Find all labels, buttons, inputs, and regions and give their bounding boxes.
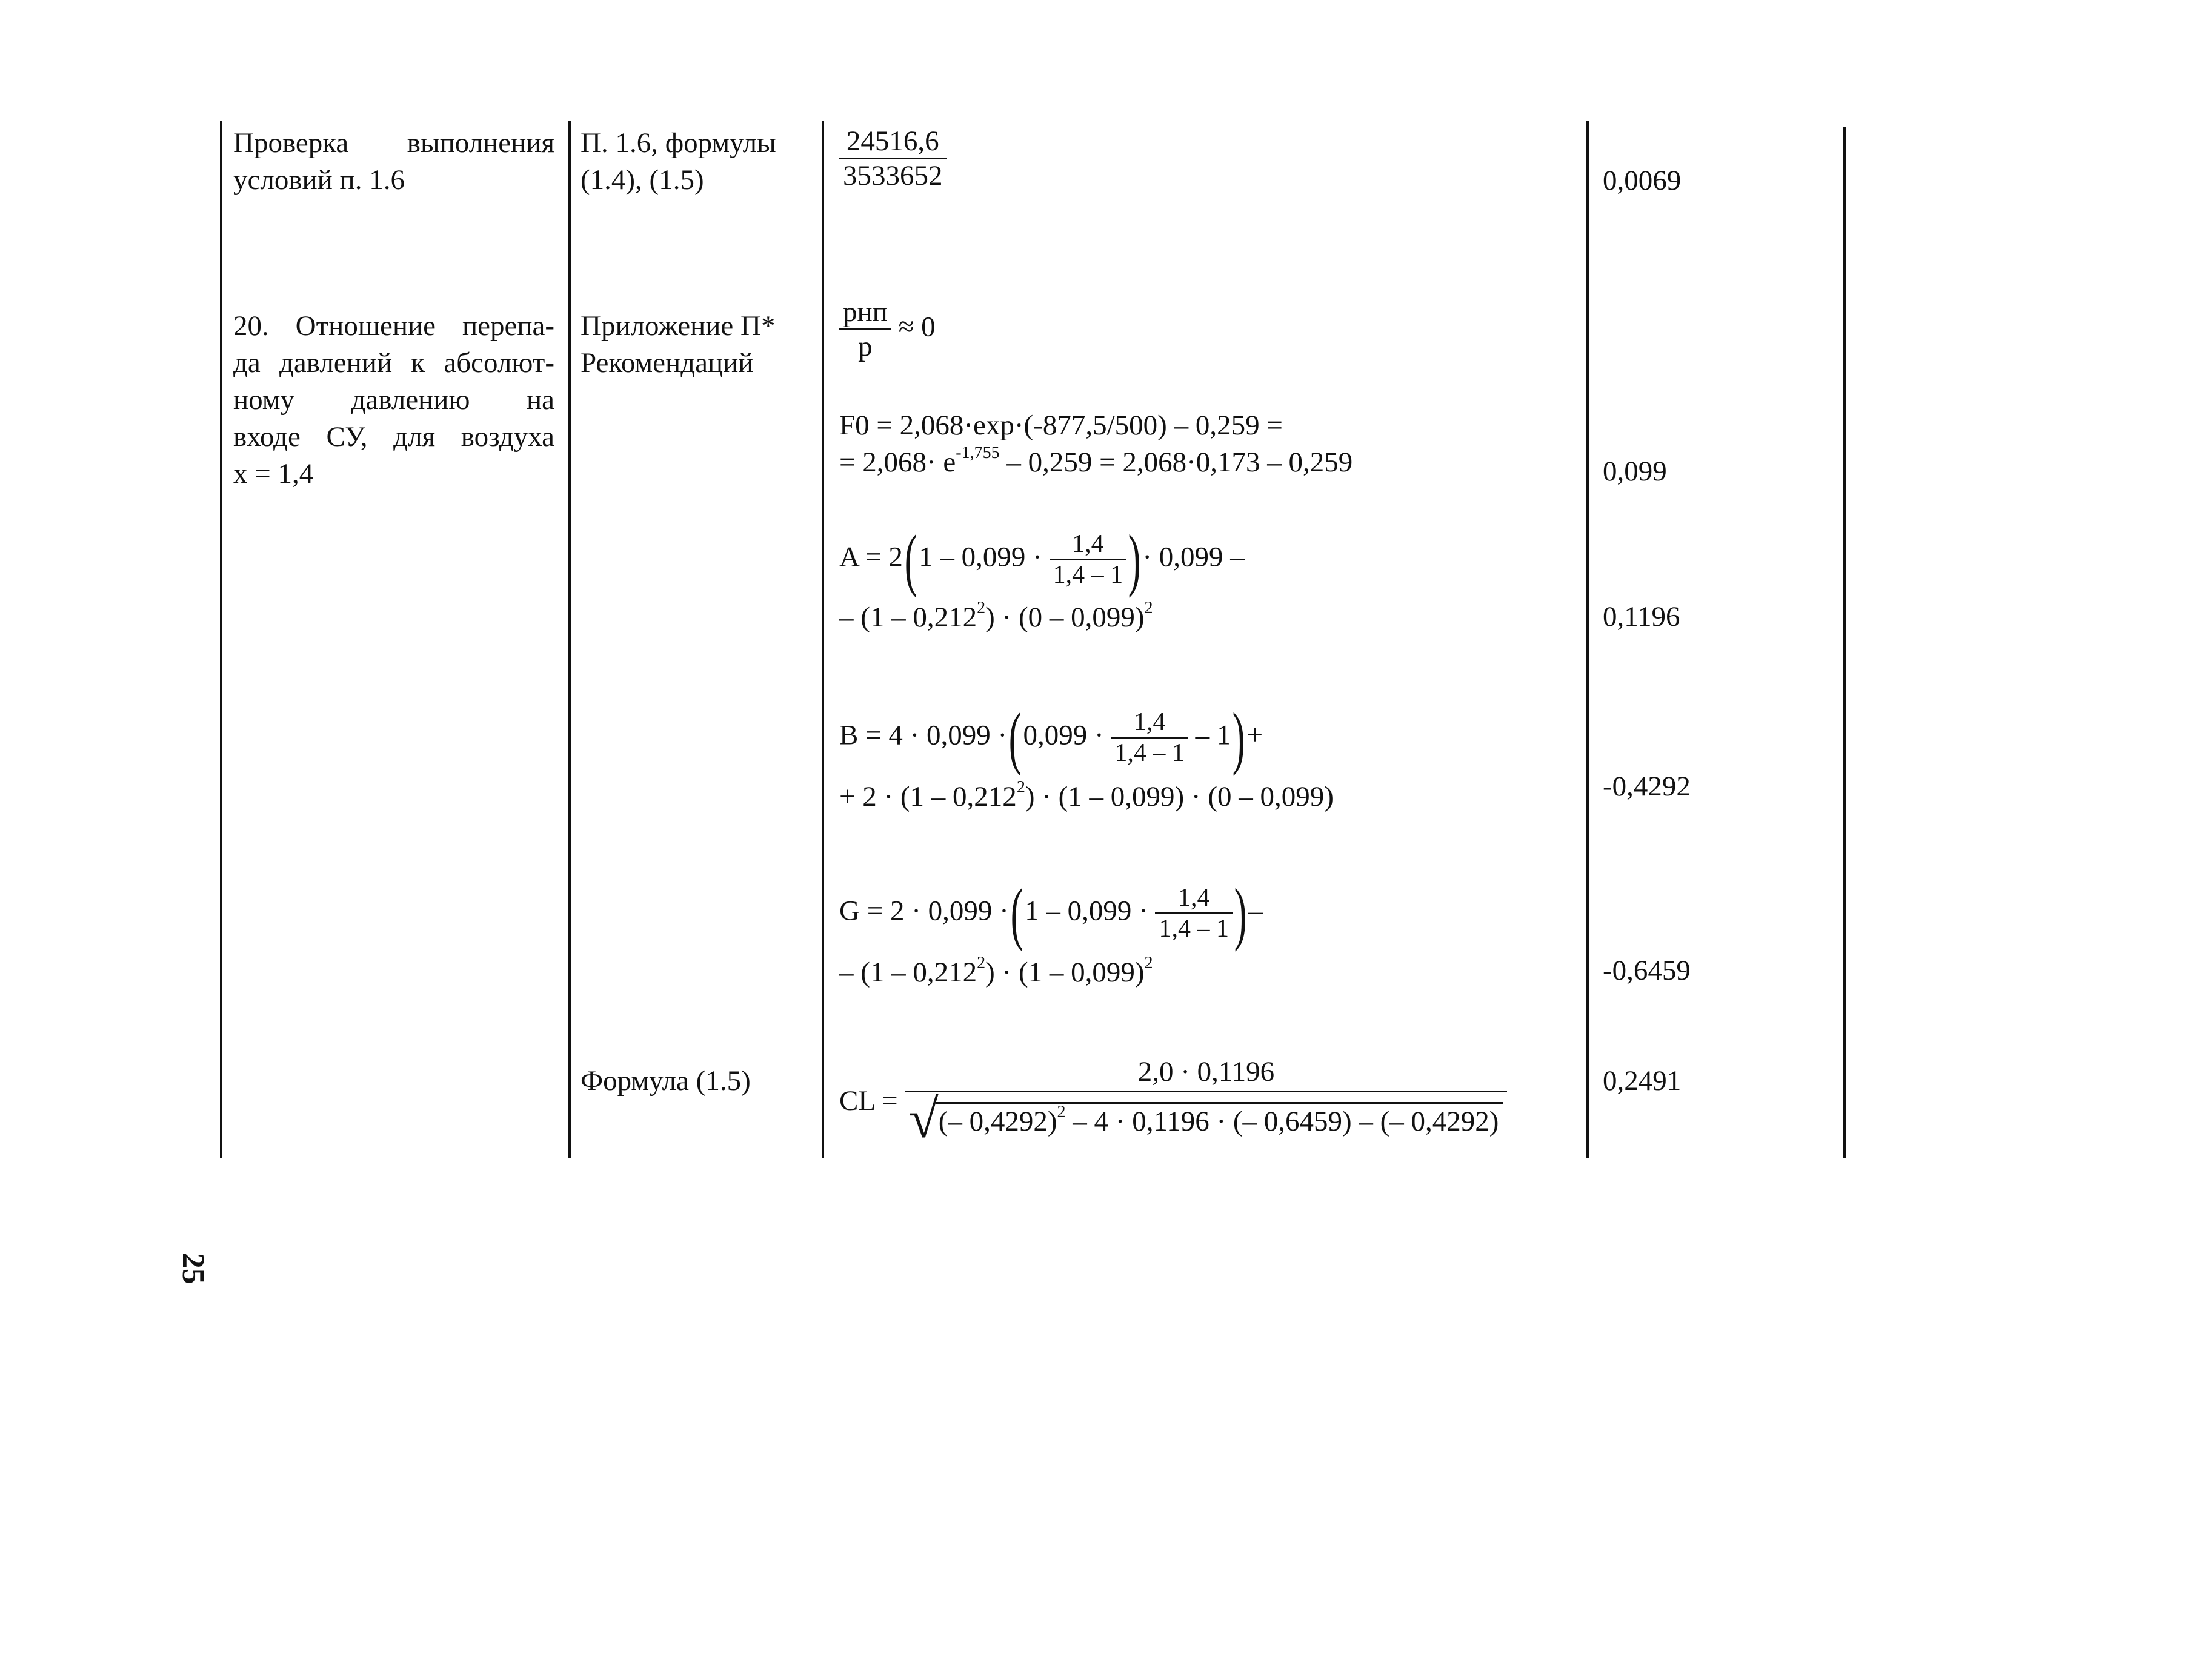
g-paren-open: ( (1010, 875, 1023, 952)
page-number: 25 (175, 1252, 210, 1284)
a-tail: · 0,099 – (1142, 541, 1245, 573)
b-inner: 0,099 · (1023, 719, 1104, 751)
source-formula-1-5: Формула (1.5) (581, 1065, 751, 1097)
result-b: -0,4292 (1603, 771, 1691, 802)
f0-line2-b: – 0,259 = 2,068·0,173 – 0,259 (999, 447, 1353, 479)
cl-lead: CL = (839, 1084, 898, 1117)
b-fraction (1111, 708, 1188, 768)
b-frac-den: 1,4 – 1 (1114, 739, 1185, 767)
f0-exponent: -1,755 (956, 443, 1000, 463)
a-line2-b: ) · (0 – 0,099) (985, 602, 1145, 633)
b-paren-close: ) (1232, 699, 1246, 776)
g-fraction (1155, 883, 1233, 944)
g-sup-b: 2 (1144, 954, 1153, 972)
table-rule-col4 (1586, 121, 1589, 1158)
f0-formula (839, 407, 1353, 481)
a-frac-den: 1,4 – 1 (1053, 561, 1123, 589)
source-appendix-line2: Рекомендаций (581, 347, 754, 379)
check-fraction (839, 125, 947, 192)
g-line1 (839, 875, 1263, 952)
pressure-ratio-approx: ≈ 0 (898, 311, 936, 343)
f0-line2 (839, 444, 1353, 481)
result-cl: 0,2491 (1603, 1065, 1682, 1097)
pressure-ratio-fraction (839, 296, 891, 363)
cl-fraction (905, 1055, 1507, 1150)
g-frac-den: 1,4 – 1 (1159, 915, 1229, 943)
g-tail: – (1248, 895, 1263, 927)
a-line2 (839, 599, 1245, 636)
f0-line1: F0 = 2,068·exp·(-877,5/500) – 0,259 = (839, 410, 1283, 441)
table-rule-left (220, 121, 222, 1158)
param-20-line4: входе СУ, для воздуха (233, 421, 554, 453)
table-rule-col3 (822, 121, 824, 1158)
b-paren-open: ( (1008, 699, 1022, 776)
result-a: 0,1196 (1603, 601, 1680, 632)
b-lead: B = 4 · 0,099 · (839, 719, 1008, 751)
b-frac-num: 1,4 (1111, 708, 1188, 739)
table-rule-col2 (568, 121, 571, 1158)
a-paren-close: ) (1128, 521, 1141, 598)
a-sup-b: 2 (1144, 599, 1153, 617)
cl-sup: 2 (1057, 1102, 1066, 1121)
source-appendix (581, 308, 811, 382)
cl-formula (839, 1055, 1507, 1150)
param-20-label (233, 308, 554, 493)
source-appendix-line1: Приложение П* (581, 310, 776, 342)
b-formula (839, 699, 1334, 815)
pressure-ratio-num: pнп (839, 296, 891, 330)
cl-den-b: – 4 · 0,1196 · (– 0,6459) – (– 0,4292) (1065, 1105, 1499, 1137)
param-20-line5: x = 1,4 (233, 458, 314, 490)
g-formula (839, 875, 1263, 991)
check-denominator: 3533652 (843, 160, 943, 192)
param-20-line3: ному давлению на (233, 384, 554, 416)
g-lead: G = 2 · 0,099 · (839, 895, 1009, 927)
a-line2-a: – (1 – 0,212 (839, 602, 977, 633)
a-fraction (1050, 530, 1127, 590)
source-check: П. 1.6, формулы (1.4), (1.5) (581, 127, 776, 196)
g-sup: 2 (977, 954, 986, 972)
b-tail: + (1246, 719, 1263, 751)
g-frac-num: 1,4 (1155, 883, 1233, 914)
cl-radicand (936, 1102, 1504, 1138)
check-fraction-body (839, 125, 947, 192)
b-line2 (839, 779, 1334, 815)
g-paren-close: ) (1234, 875, 1247, 952)
sqrt-icon: √ (908, 1089, 939, 1150)
a-line1 (839, 521, 1245, 598)
check-numerator: 24516,6 (839, 125, 947, 159)
param-check-line2: условий п. 1.6 (233, 164, 405, 196)
cl-numerator: 2,0 · 0,1196 (905, 1055, 1507, 1092)
g-line2 (839, 954, 1263, 991)
param-check-line1: Проверка выполнения (233, 127, 554, 159)
param-20-line2: да давлений к абсолют- (233, 347, 554, 379)
b-inner-tail: – 1 (1195, 719, 1231, 751)
g-line2-a: – (1 – 0,212 (839, 957, 977, 988)
cl-den-a: (– 0,4292) (938, 1105, 1057, 1137)
b-line2-b: ) · (1 – 0,099) · (0 – 0,099) (1025, 781, 1334, 812)
pressure-ratio (839, 296, 936, 363)
param-20-line1: 20. Отношение перепа- (233, 310, 554, 342)
a-inner: 1 – 0,099 · (919, 541, 1042, 573)
result-check: 0,0069 (1603, 165, 1682, 196)
f0-line2-a: = 2,068· e (839, 447, 956, 479)
a-frac-num: 1,4 (1050, 530, 1127, 560)
a-lead: A = 2 (839, 541, 903, 573)
a-paren-open: ( (904, 521, 917, 598)
g-inner: 1 – 0,099 · (1025, 895, 1148, 927)
a-sup: 2 (977, 599, 986, 617)
a-formula (839, 521, 1245, 636)
g-line2-b: ) · (1 – 0,099) (985, 957, 1145, 988)
b-line1 (839, 699, 1334, 776)
param-check-label (233, 125, 554, 199)
result-f0: 0,099 (1603, 456, 1667, 487)
pressure-ratio-den: p (858, 331, 873, 363)
table-rule-right (1843, 127, 1846, 1158)
b-line2-a: + 2 · (1 – 0,212 (839, 781, 1017, 812)
result-g: -0,6459 (1603, 955, 1691, 986)
b-sup: 2 (1016, 778, 1025, 797)
cl-denominator (905, 1089, 1507, 1150)
